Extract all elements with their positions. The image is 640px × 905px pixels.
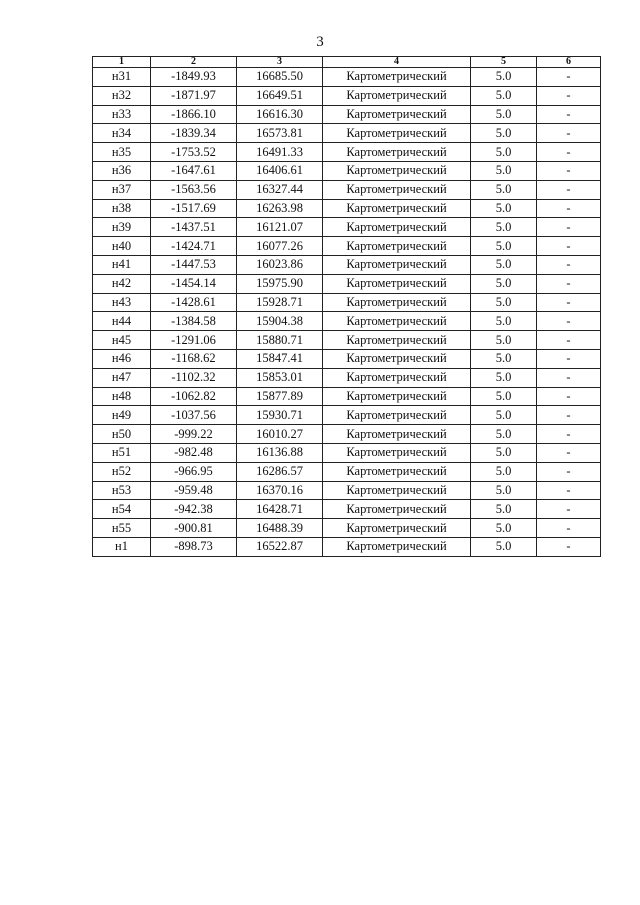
x-coordinate-cell: -942.38 bbox=[151, 500, 237, 519]
point-id-cell: н1 bbox=[93, 537, 151, 556]
accuracy-cell: 5.0 bbox=[471, 86, 537, 105]
point-id-cell: н52 bbox=[93, 462, 151, 481]
table-row bbox=[93, 68, 601, 87]
y-coordinate-cell: 15877.89 bbox=[237, 387, 323, 406]
point-id-cell: н32 bbox=[93, 86, 151, 105]
method-cell: Картометрический bbox=[323, 255, 471, 274]
method-cell: Картометрический bbox=[323, 180, 471, 199]
table-row bbox=[93, 180, 601, 199]
y-coordinate-cell: 16685.50 bbox=[237, 68, 323, 87]
table-row bbox=[93, 406, 601, 425]
table-header-row bbox=[93, 57, 601, 68]
point-id-cell: н43 bbox=[93, 293, 151, 312]
method-cell: Картометрический bbox=[323, 199, 471, 218]
accuracy-cell: 5.0 bbox=[471, 368, 537, 387]
accuracy-cell: 5.0 bbox=[471, 500, 537, 519]
column-header: 6 bbox=[537, 57, 601, 68]
point-id-cell: н50 bbox=[93, 425, 151, 444]
x-coordinate-cell: -1563.56 bbox=[151, 180, 237, 199]
accuracy-cell: 5.0 bbox=[471, 274, 537, 293]
accuracy-cell: 5.0 bbox=[471, 481, 537, 500]
table-row bbox=[93, 368, 601, 387]
point-id-cell: н40 bbox=[93, 237, 151, 256]
method-cell: Картометрический bbox=[323, 143, 471, 162]
accuracy-cell: 5.0 bbox=[471, 218, 537, 237]
y-coordinate-cell: 16286.57 bbox=[237, 462, 323, 481]
method-cell: Картометрический bbox=[323, 274, 471, 293]
y-coordinate-cell: 16616.30 bbox=[237, 105, 323, 124]
point-id-cell: н47 bbox=[93, 368, 151, 387]
table-row bbox=[93, 331, 601, 350]
x-coordinate-cell: -1102.32 bbox=[151, 368, 237, 387]
y-coordinate-cell: 15928.71 bbox=[237, 293, 323, 312]
y-coordinate-cell: 16136.88 bbox=[237, 443, 323, 462]
accuracy-cell: 5.0 bbox=[471, 349, 537, 368]
note-cell: - bbox=[537, 519, 601, 538]
method-cell: Картометрический bbox=[323, 293, 471, 312]
x-coordinate-cell: -900.81 bbox=[151, 519, 237, 538]
y-coordinate-cell: 15930.71 bbox=[237, 406, 323, 425]
y-coordinate-cell: 16370.16 bbox=[237, 481, 323, 500]
table-row bbox=[93, 124, 601, 143]
table-row bbox=[93, 218, 601, 237]
method-cell: Картометрический bbox=[323, 519, 471, 538]
accuracy-cell: 5.0 bbox=[471, 199, 537, 218]
method-cell: Картометрический bbox=[323, 443, 471, 462]
accuracy-cell: 5.0 bbox=[471, 255, 537, 274]
note-cell: - bbox=[537, 161, 601, 180]
note-cell: - bbox=[537, 462, 601, 481]
method-cell: Картометрический bbox=[323, 237, 471, 256]
method-cell: Картометрический bbox=[323, 312, 471, 331]
table-row bbox=[93, 519, 601, 538]
x-coordinate-cell: -1437.51 bbox=[151, 218, 237, 237]
x-coordinate-cell: -1037.56 bbox=[151, 406, 237, 425]
x-coordinate-cell: -1454.14 bbox=[151, 274, 237, 293]
note-cell: - bbox=[537, 199, 601, 218]
accuracy-cell: 5.0 bbox=[471, 143, 537, 162]
note-cell: - bbox=[537, 274, 601, 293]
y-coordinate-cell: 16573.81 bbox=[237, 124, 323, 143]
column-header: 4 bbox=[323, 57, 471, 68]
y-coordinate-cell: 16010.27 bbox=[237, 425, 323, 444]
y-coordinate-cell: 16488.39 bbox=[237, 519, 323, 538]
note-cell: - bbox=[537, 255, 601, 274]
note-cell: - bbox=[537, 68, 601, 87]
table-row bbox=[93, 443, 601, 462]
note-cell: - bbox=[537, 105, 601, 124]
x-coordinate-cell: -966.95 bbox=[151, 462, 237, 481]
point-id-cell: н37 bbox=[93, 180, 151, 199]
point-id-cell: н49 bbox=[93, 406, 151, 425]
note-cell: - bbox=[537, 425, 601, 444]
column-header: 1 bbox=[93, 57, 151, 68]
accuracy-cell: 5.0 bbox=[471, 519, 537, 538]
table-row bbox=[93, 387, 601, 406]
method-cell: Картометрический bbox=[323, 105, 471, 124]
x-coordinate-cell: -1871.97 bbox=[151, 86, 237, 105]
accuracy-cell: 5.0 bbox=[471, 312, 537, 331]
x-coordinate-cell: -1849.93 bbox=[151, 68, 237, 87]
x-coordinate-cell: -1866.10 bbox=[151, 105, 237, 124]
x-coordinate-cell: -982.48 bbox=[151, 443, 237, 462]
accuracy-cell: 5.0 bbox=[471, 105, 537, 124]
table-row bbox=[93, 274, 601, 293]
point-id-cell: н44 bbox=[93, 312, 151, 331]
note-cell: - bbox=[537, 180, 601, 199]
note-cell: - bbox=[537, 86, 601, 105]
table-row bbox=[93, 199, 601, 218]
x-coordinate-cell: -1428.61 bbox=[151, 293, 237, 312]
x-coordinate-cell: -1753.52 bbox=[151, 143, 237, 162]
coordinates-table bbox=[92, 56, 601, 557]
note-cell: - bbox=[537, 237, 601, 256]
y-coordinate-cell: 16649.51 bbox=[237, 86, 323, 105]
page-number: 3 bbox=[316, 34, 324, 50]
method-cell: Картометрический bbox=[323, 218, 471, 237]
accuracy-cell: 5.0 bbox=[471, 161, 537, 180]
table-row bbox=[93, 293, 601, 312]
method-cell: Картометрический bbox=[323, 481, 471, 500]
point-id-cell: н38 bbox=[93, 199, 151, 218]
y-coordinate-cell: 15904.38 bbox=[237, 312, 323, 331]
table-row bbox=[93, 312, 601, 331]
point-id-cell: н55 bbox=[93, 519, 151, 538]
point-id-cell: н54 bbox=[93, 500, 151, 519]
y-coordinate-cell: 16522.87 bbox=[237, 537, 323, 556]
x-coordinate-cell: -1291.06 bbox=[151, 331, 237, 350]
table-row bbox=[93, 481, 601, 500]
y-coordinate-cell: 16327.44 bbox=[237, 180, 323, 199]
x-coordinate-cell: -959.48 bbox=[151, 481, 237, 500]
note-cell: - bbox=[537, 218, 601, 237]
y-coordinate-cell: 16491.33 bbox=[237, 143, 323, 162]
x-coordinate-cell: -1384.58 bbox=[151, 312, 237, 331]
table-row bbox=[93, 255, 601, 274]
table-row bbox=[93, 237, 601, 256]
column-header: 2 bbox=[151, 57, 237, 68]
point-id-cell: н42 bbox=[93, 274, 151, 293]
table-row bbox=[93, 143, 601, 162]
y-coordinate-cell: 15975.90 bbox=[237, 274, 323, 293]
point-id-cell: н35 bbox=[93, 143, 151, 162]
x-coordinate-cell: -1447.53 bbox=[151, 255, 237, 274]
y-coordinate-cell: 16077.26 bbox=[237, 237, 323, 256]
point-id-cell: н41 bbox=[93, 255, 151, 274]
point-id-cell: н53 bbox=[93, 481, 151, 500]
x-coordinate-cell: -1424.71 bbox=[151, 237, 237, 256]
method-cell: Картометрический bbox=[323, 161, 471, 180]
accuracy-cell: 5.0 bbox=[471, 293, 537, 312]
y-coordinate-cell: 15853.01 bbox=[237, 368, 323, 387]
y-coordinate-cell: 15880.71 bbox=[237, 331, 323, 350]
y-coordinate-cell: 16406.61 bbox=[237, 161, 323, 180]
method-cell: Картометрический bbox=[323, 349, 471, 368]
point-id-cell: н51 bbox=[93, 443, 151, 462]
y-coordinate-cell: 16263.98 bbox=[237, 199, 323, 218]
point-id-cell: н48 bbox=[93, 387, 151, 406]
method-cell: Картометрический bbox=[323, 500, 471, 519]
note-cell: - bbox=[537, 387, 601, 406]
column-header: 5 bbox=[471, 57, 537, 68]
table-row bbox=[93, 161, 601, 180]
method-cell: Картометрический bbox=[323, 331, 471, 350]
note-cell: - bbox=[537, 368, 601, 387]
x-coordinate-cell: -1062.82 bbox=[151, 387, 237, 406]
point-id-cell: н39 bbox=[93, 218, 151, 237]
table-row bbox=[93, 537, 601, 556]
note-cell: - bbox=[537, 312, 601, 331]
x-coordinate-cell: -898.73 bbox=[151, 537, 237, 556]
note-cell: - bbox=[537, 406, 601, 425]
x-coordinate-cell: -1839.34 bbox=[151, 124, 237, 143]
method-cell: Картометрический bbox=[323, 462, 471, 481]
table-body bbox=[93, 68, 601, 557]
accuracy-cell: 5.0 bbox=[471, 331, 537, 350]
table-row bbox=[93, 105, 601, 124]
point-id-cell: н45 bbox=[93, 331, 151, 350]
accuracy-cell: 5.0 bbox=[471, 237, 537, 256]
method-cell: Картометрический bbox=[323, 406, 471, 425]
point-id-cell: н46 bbox=[93, 349, 151, 368]
point-id-cell: н31 bbox=[93, 68, 151, 87]
table-row bbox=[93, 86, 601, 105]
method-cell: Картометрический bbox=[323, 425, 471, 444]
point-id-cell: н36 bbox=[93, 161, 151, 180]
accuracy-cell: 5.0 bbox=[471, 406, 537, 425]
accuracy-cell: 5.0 bbox=[471, 537, 537, 556]
method-cell: Картометрический bbox=[323, 368, 471, 387]
accuracy-cell: 5.0 bbox=[471, 462, 537, 481]
y-coordinate-cell: 16023.86 bbox=[237, 255, 323, 274]
x-coordinate-cell: -999.22 bbox=[151, 425, 237, 444]
note-cell: - bbox=[537, 349, 601, 368]
note-cell: - bbox=[537, 331, 601, 350]
method-cell: Картометрический bbox=[323, 124, 471, 143]
y-coordinate-cell: 16428.71 bbox=[237, 500, 323, 519]
table-row bbox=[93, 349, 601, 368]
note-cell: - bbox=[537, 443, 601, 462]
y-coordinate-cell: 16121.07 bbox=[237, 218, 323, 237]
note-cell: - bbox=[537, 537, 601, 556]
accuracy-cell: 5.0 bbox=[471, 68, 537, 87]
point-id-cell: н34 bbox=[93, 124, 151, 143]
column-header: 3 bbox=[237, 57, 323, 68]
method-cell: Картометрический bbox=[323, 86, 471, 105]
x-coordinate-cell: -1647.61 bbox=[151, 161, 237, 180]
y-coordinate-cell: 15847.41 bbox=[237, 349, 323, 368]
note-cell: - bbox=[537, 124, 601, 143]
table-row bbox=[93, 462, 601, 481]
table-row bbox=[93, 425, 601, 444]
accuracy-cell: 5.0 bbox=[471, 180, 537, 199]
table-row bbox=[93, 500, 601, 519]
accuracy-cell: 5.0 bbox=[471, 387, 537, 406]
note-cell: - bbox=[537, 500, 601, 519]
note-cell: - bbox=[537, 293, 601, 312]
accuracy-cell: 5.0 bbox=[471, 425, 537, 444]
x-coordinate-cell: -1517.69 bbox=[151, 199, 237, 218]
method-cell: Картометрический bbox=[323, 387, 471, 406]
accuracy-cell: 5.0 bbox=[471, 124, 537, 143]
method-cell: Картометрический bbox=[323, 537, 471, 556]
point-id-cell: н33 bbox=[93, 105, 151, 124]
note-cell: - bbox=[537, 143, 601, 162]
method-cell: Картометрический bbox=[323, 68, 471, 87]
note-cell: - bbox=[537, 481, 601, 500]
accuracy-cell: 5.0 bbox=[471, 443, 537, 462]
x-coordinate-cell: -1168.62 bbox=[151, 349, 237, 368]
